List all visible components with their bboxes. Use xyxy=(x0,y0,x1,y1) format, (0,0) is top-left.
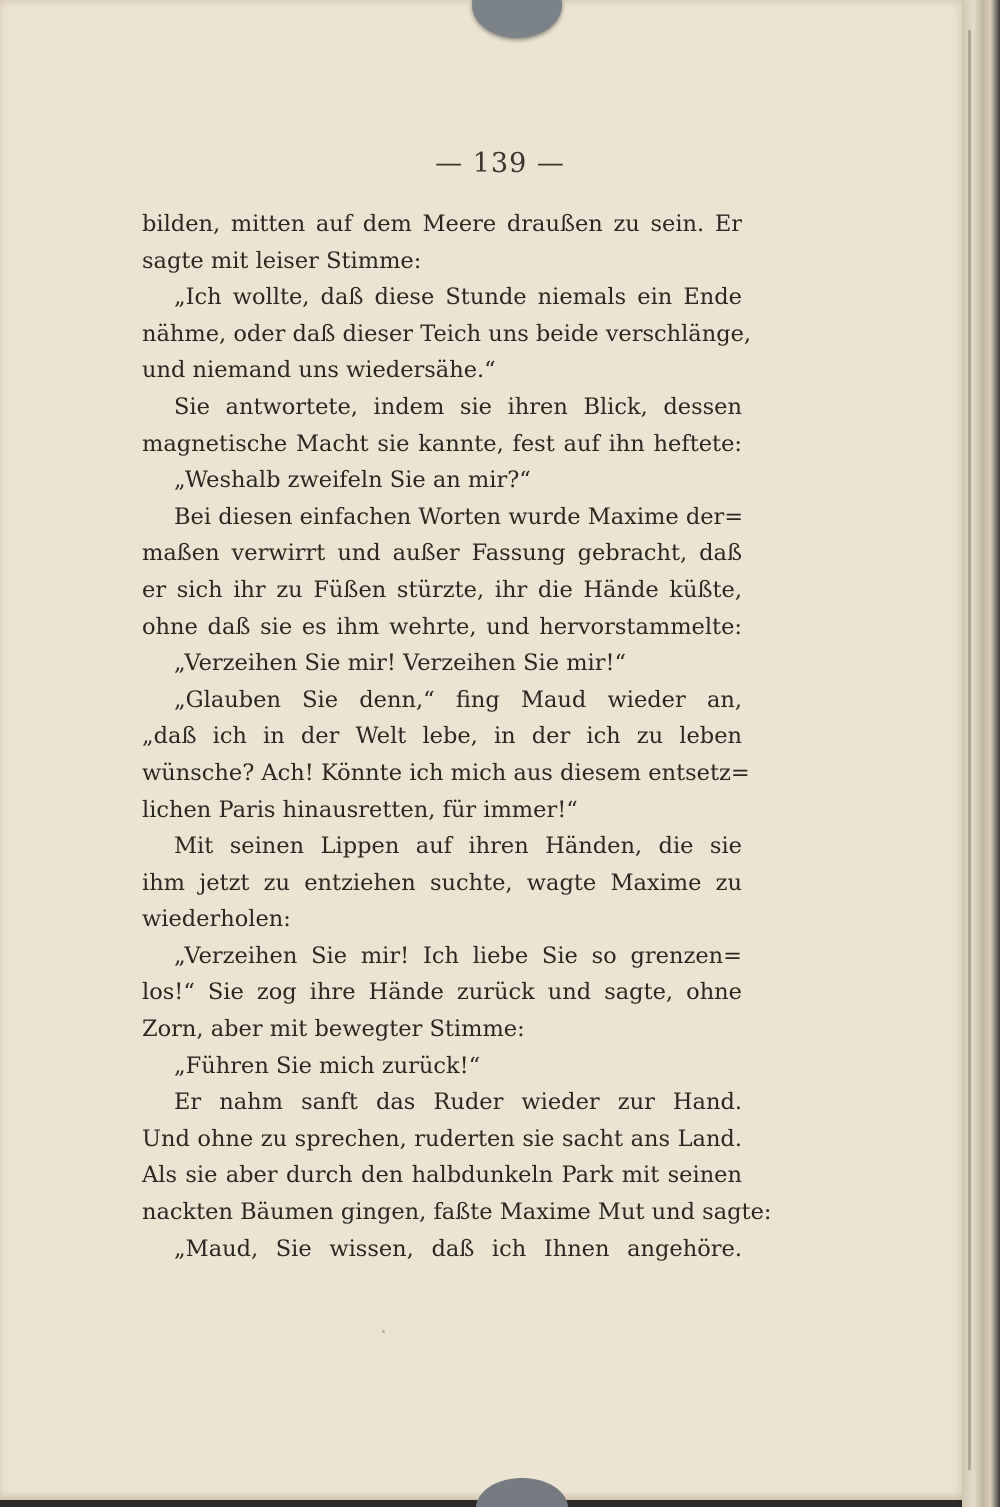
text-line: sagte mit leiser Stimme: xyxy=(142,247,422,274)
text-line: Mit seinen Lippen auf ihren Händen, die sie xyxy=(174,833,742,860)
text-line: „Weshalb zweifeln Sie an mir?“ xyxy=(174,467,531,494)
text-line: magnetische Macht sie kannte, fest auf ihn heftete: xyxy=(142,430,742,457)
text-line: Und ohne zu sprechen, ruderten sie sacht ans Land. xyxy=(142,1125,742,1152)
text-line: wünsche? Ach! Könnte ich mich aus diesem entsetz= xyxy=(142,759,750,786)
text-line: ohne daß sie es ihm wehrte, und hervorstammelte: xyxy=(142,613,742,640)
text-line: Bei diesen einfachen Worten wurde Maxime der= xyxy=(174,503,744,530)
text-line: Er nahm sanft das Ruder wieder zur Hand. xyxy=(174,1089,742,1116)
text-line: er sich ihr zu Füßen stürzte, ihr die Hände küßte, xyxy=(142,576,742,603)
text-line: „Verzeihen Sie mir! Ich liebe Sie so grenzen= xyxy=(174,942,742,969)
text-line: „Verzeihen Sie mir! Verzeihen Sie mir!“ xyxy=(174,650,627,677)
body-text xyxy=(142,206,772,1267)
text-line: „Glauben Sie denn,“ fing Maud wieder an, xyxy=(174,686,742,713)
text-line: und niemand uns wiedersähe.“ xyxy=(142,357,496,384)
text-line: Als sie aber durch den halbdunkeln Park mit seinen xyxy=(142,1162,742,1189)
text-line: ihm jetzt zu entziehen suchte, wagte Maxime zu xyxy=(142,869,742,896)
page-edge-stack xyxy=(962,0,1000,1507)
text-line: „Maud, Sie wissen, daß ich Ihnen angehöre. xyxy=(174,1235,742,1262)
text-line: Zorn, aber mit bewegter Stimme: xyxy=(142,1016,525,1043)
page-number: — 139 — xyxy=(435,148,565,179)
text-line: nackten Bäumen gingen, faßte Maxime Mut und sagte: xyxy=(142,1199,772,1226)
text-line: maßen verwirrt und außer Fassung gebracht, daß xyxy=(142,540,742,567)
text-line: lichen Paris hinausretten, für immer!“ xyxy=(142,796,578,823)
text-line: los!“ Sie zog ihre Hände zurück und sagte, ohne xyxy=(142,979,742,1006)
paper-speck xyxy=(382,1330,385,1333)
text-line: bilden, mitten auf dem Meere draußen zu sein. Er xyxy=(142,211,742,237)
text-line: nähme, oder daß dieser Teich uns beide verschlänge, xyxy=(142,320,752,347)
text-line: „Ich wollte, daß diese Stunde niemals ein Ende xyxy=(174,284,742,311)
text-line: wiederholen: xyxy=(142,906,291,933)
text-line: „Führen Sie mich zurück!“ xyxy=(174,1052,481,1079)
text-line: Sie antwortete, indem sie ihren Blick, dessen xyxy=(174,393,742,420)
text-line: „daß ich in der Welt lebe, in der ich zu leben xyxy=(142,723,742,750)
